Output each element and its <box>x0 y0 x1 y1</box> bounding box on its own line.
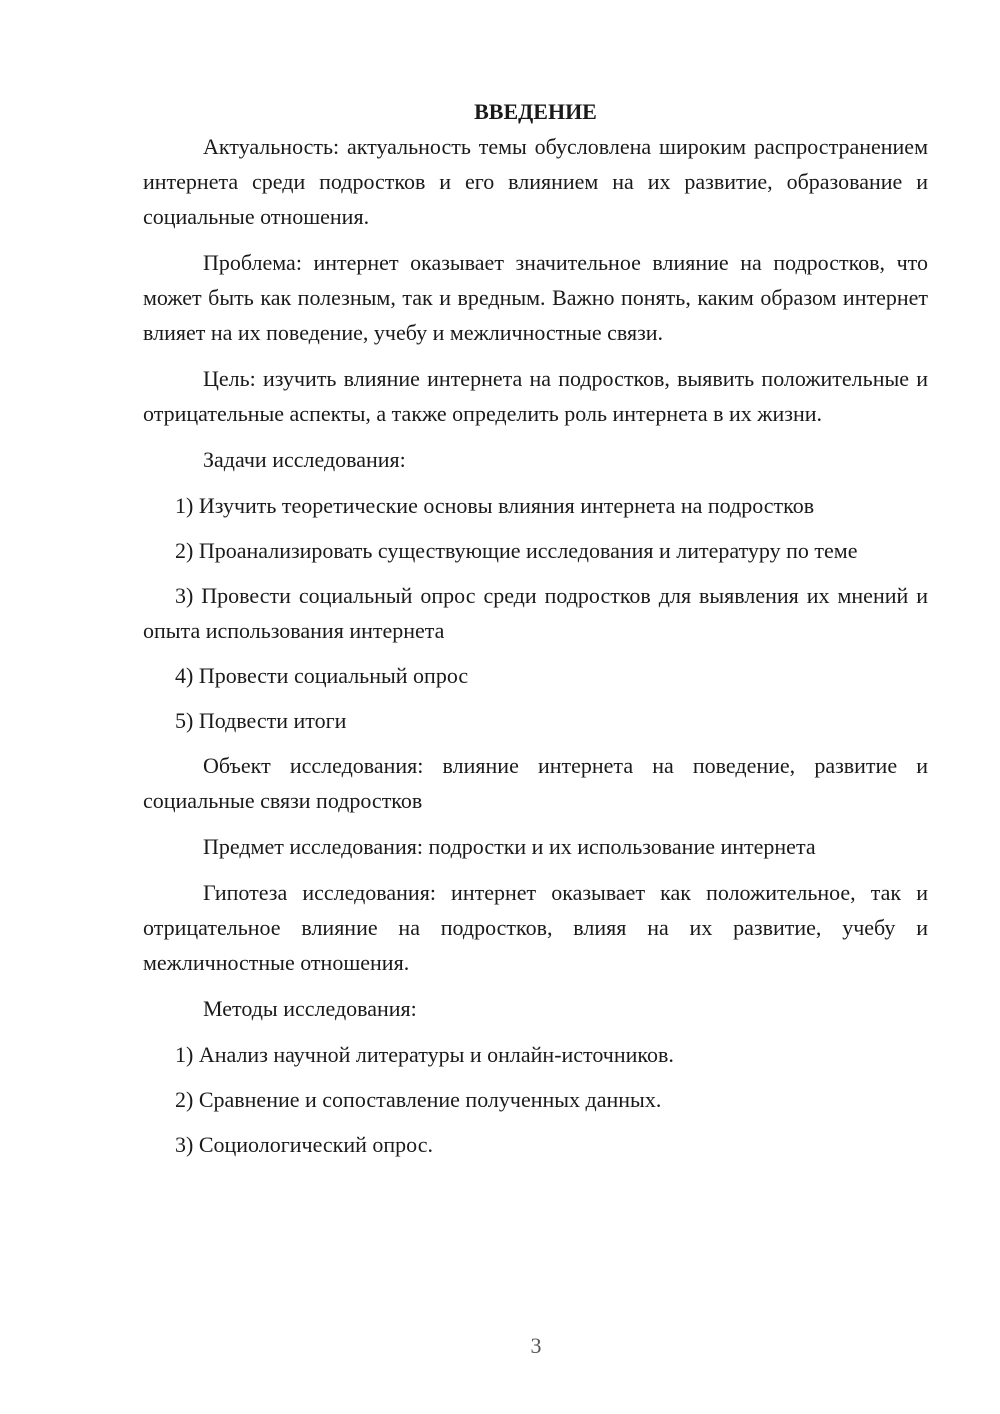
task-item-4: 4) Провести социальный опрос <box>175 663 469 688</box>
tasks-heading: Задачи исследования: <box>203 447 406 472</box>
task-item-1: 1) Изучить теоретические основы влияния интернета на подростков <box>175 493 815 518</box>
method-item-1: 1) Анализ научной литературы и онлайн-источников. <box>175 1042 674 1067</box>
page-content <box>143 94 928 1172</box>
hypothesis-paragraph: Гипотеза исследования: интернет оказывает как положительное, так и отрицательное влияние на подростков, влияя на их развитие, учебу и межличностные отношения. <box>143 880 928 975</box>
page-number: 3 <box>530 1333 542 1358</box>
task-item-2: 2) Проанализировать существующие исследования и литературу по теме <box>175 538 858 563</box>
task-item-3: 3) Провести социальный опрос среди подростков для выявления их мнений и опыта использования интернета <box>143 583 928 643</box>
section-title: ВВЕДЕНИЕ <box>474 99 597 124</box>
goal-paragraph: Цель: изучить влияние интернета на подростков, выявить положительные и отрицательные аспекты, а также определить роль интернета в их жизни. <box>143 366 928 426</box>
method-item-2: 2) Сравнение и сопоставление полученных данных. <box>175 1087 662 1112</box>
subject-paragraph: Предмет исследования: подростки и их использование интернета <box>203 834 816 859</box>
relevance-paragraph: Актуальность: актуальность темы обусловлена широким распространением интернета среди подростков и его влиянием на их развитие, образование и социальные отношения. <box>143 134 928 229</box>
task-item-5: 5) Подвести итоги <box>175 708 347 733</box>
methods-heading: Методы исследования: <box>203 996 417 1021</box>
method-item-3: 3) Социологический опрос. <box>175 1132 433 1157</box>
object-paragraph: Объект исследования: влияние интернета на поведение, развитие и социальные связи подростков <box>143 753 928 813</box>
problem-paragraph: Проблема: интернет оказывает значительное влияние на подростков, что может быть как полезным, так и вредным. Важно понять, каким образом интернет влияет на их поведение, учебу и межличностные связи. <box>143 250 928 345</box>
